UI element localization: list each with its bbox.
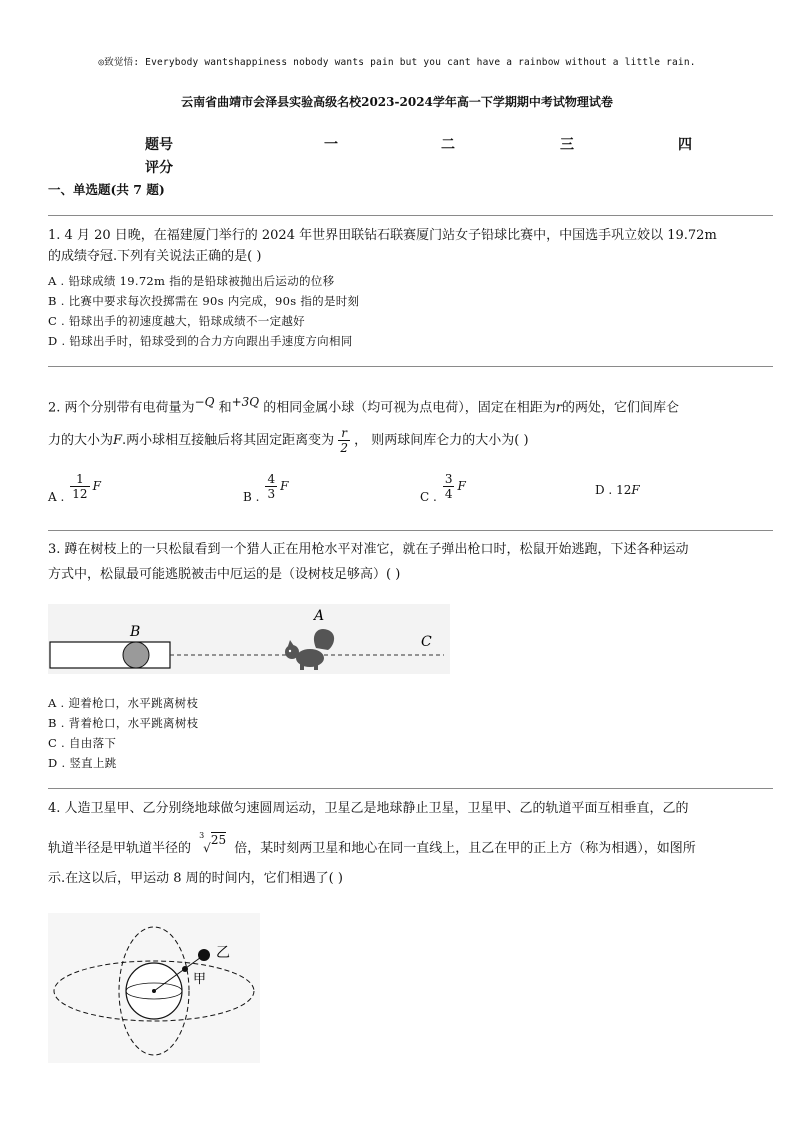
q3-stem-line1: 3. 蹲在树枝上的一只松鼠看到一个猎人正在用枪水平对准它，就在子弹出枪口时，松鼠开始逃跑，下述各种运动 xyxy=(48,542,689,557)
label-jia: 甲 xyxy=(193,972,207,987)
q4-stem-line1: 4. 人造卫星甲、乙分别绕地球做匀速圆周运动，卫星乙是地球静止卫星，卫星甲、乙的轨道平面互相垂直，乙的 xyxy=(48,801,689,816)
q4-stem-line2: 轨道半径是甲轨道半径的 3 √25 倍，某时刻两卫星和地心在同一直线上，且乙在甲的正上方（称为相遇），如图所 xyxy=(48,831,696,856)
charge-positive: +3Q xyxy=(231,395,260,409)
q1-option-d[interactable]: D . 铅球出手时，铅球受到的合力方向跟出手速度方向相同 xyxy=(48,334,353,348)
q4-stem-line3: 示.在这以后，甲运动 8 周的时间内，它们相遇了( ) xyxy=(48,871,343,886)
score-col-2: 二 xyxy=(441,137,455,153)
fraction: $\frac{1}{12}$ xyxy=(72,471,88,501)
satellite-orbit-figure xyxy=(48,913,260,1063)
score-col-3: 三 xyxy=(560,137,574,153)
motto-line: ◎致觉悟: Everybody wantshappiness nobody wants pain but you cant have a rainbow without a little rain. xyxy=(98,57,696,68)
q2-option-b[interactable]: B . $\frac{4}{3}$ F xyxy=(243,471,289,504)
q2-stem-line1: 2. 两个分别带有电荷量为$^{-Q}$ 和$^{+3Q}$ 的相同金属小球（均可视为点电荷），固定在相距为r的两处，它们间库仑 xyxy=(48,395,680,416)
q3-option-a[interactable]: A . 迎着枪口，水平跳离树枝 xyxy=(48,696,199,710)
earth-center xyxy=(152,989,156,993)
q3-option-b[interactable]: B . 背着枪口，水平跳离树枝 xyxy=(48,716,199,730)
satellite-yi xyxy=(198,949,210,961)
q2-option-c[interactable]: C . $\frac{3}{4}$ F xyxy=(420,471,466,504)
section-heading: 一、单选题(共 7 题) xyxy=(48,182,165,197)
distance-fraction: $\frac{r}{2}$ xyxy=(340,426,348,455)
q2-option-a[interactable]: A . $\frac{1}{12}$ F xyxy=(48,471,101,504)
gun-barrel xyxy=(50,642,170,668)
q1-option-c[interactable]: C . 铅球出手的初速度越大，铅球成绩不一定越好 xyxy=(48,314,305,328)
q1-option-a[interactable]: A . 铅球成绩 19.72m 指的是铅球被抛出后运动的位移 xyxy=(48,274,335,288)
q3-option-d[interactable]: D . 竖直上跳 xyxy=(48,756,117,770)
divider xyxy=(48,215,773,216)
label-c: C xyxy=(421,634,432,650)
q2-option-d[interactable]: D . 12F xyxy=(595,483,640,497)
label-yi: 乙 xyxy=(216,945,230,961)
q1-option-b[interactable]: B . 比赛中要求每次投掷需在 90s 内完成，90s 指的是时刻 xyxy=(48,294,360,308)
label-a: A xyxy=(314,608,325,624)
divider xyxy=(48,788,773,789)
label-b: B xyxy=(130,624,141,640)
satellite-jia xyxy=(182,966,188,972)
q1-stem-line2: 的成绩夺冠.下列有关说法正确的是( ) xyxy=(48,249,262,264)
charge-negative: −Q xyxy=(194,395,215,409)
hunter-squirrel-figure xyxy=(48,604,450,674)
divider xyxy=(48,530,773,531)
score-row-label: 题号 xyxy=(145,137,173,153)
q2-stem-line2: 力的大小为F.两小球相互接触后将其固定距离变为 $\frac{r}{2}$ ， 则两球间库仑力的大小为( ) xyxy=(48,426,529,455)
fraction: $\frac{3}{4}$ xyxy=(444,471,453,501)
q1-stem-line1: 1. 4 月 20 日晚，在福建厦门举行的 2024 年世界田联钻石联赛厦门站女子铅球比赛中，中国选手巩立姣以 19.72m xyxy=(48,228,717,243)
q3-stem-line2: 方式中，松鼠最可能逃脱被击中厄运的是（设树枝足够高）( ) xyxy=(48,567,401,582)
cube-root: 3 √25 xyxy=(199,831,227,855)
score-label: 评分 xyxy=(145,160,173,176)
bullet xyxy=(123,642,149,668)
divider xyxy=(48,366,773,367)
exam-title: 云南省曲靖市会泽县实验高级名校2023-2024学年高一下学期期中考试物理试卷 xyxy=(181,95,613,109)
score-col-4: 四 xyxy=(678,137,692,153)
fraction: $\frac{4}{3}$ xyxy=(267,471,276,501)
q3-option-c[interactable]: C . 自由落下 xyxy=(48,736,117,750)
score-col-1: 一 xyxy=(324,137,338,153)
